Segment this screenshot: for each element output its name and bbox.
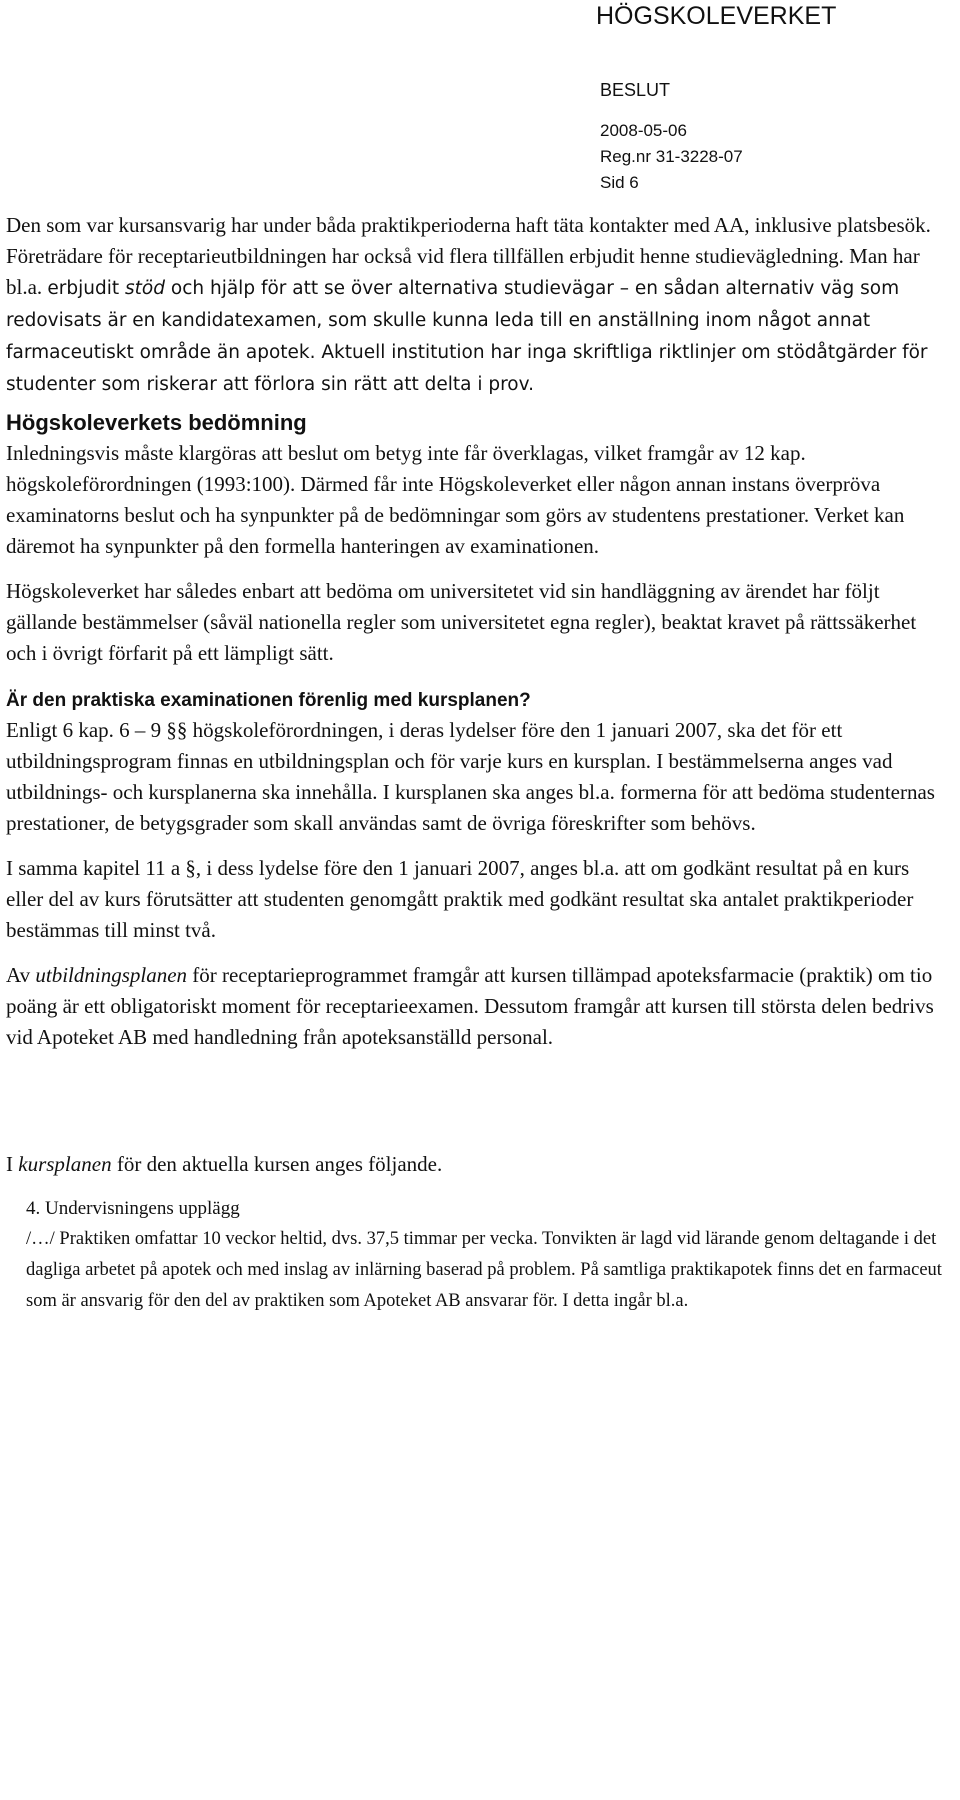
kursplan-quote xyxy=(26,1194,946,1317)
quote-body: /…/ Praktiken omfattar 10 veckor heltid, dvs. 37,5 timmar per vecka. Tonvikten är lagd vid lärande genom deltagande i det dagliga arbetet på apotek och med inslag av inlärning baserad på problem. På samtliga praktikapotek finns det en farmaceut som är ansvarig för den del av praktiken som Apoteket AB ansvarar för. I detta ingår bl.a. xyxy=(26,1229,942,1311)
document-meta xyxy=(600,118,743,196)
document-date: 2008-05-06 xyxy=(600,121,687,140)
paragraph-utbildningsplanen xyxy=(6,960,946,1053)
paragraph-sealedes: Högskoleverket har således enbart att bedöma om universitetet vid sin handläggning av ärendet har följt gällande bestämmelser (såväl nationella regler som universitetet egna regler), beaktat kravet på rättssäkerhet och i övrigt förfarit på ett lämpligt sätt. xyxy=(6,579,917,665)
paragraph-samma-kapitel: I samma kapitel 11 a §, i dess lydelse före den 1 januari 2007, anges bl.a. att om godkänt resultat på en kurs eller del av kurs förutsätter att studenten genomgått praktik med godkänt resultat ska antalet praktikperioder bestämmas till minst två. xyxy=(6,856,914,942)
paragraph-support-sans xyxy=(6,278,928,395)
paragraph-support-sans-b: och hjälp för att se över alternativa studievägar – en sådan alternativ väg som redovisats är en kandidatexamen, som skulle kunna leda till en anställning inom något annat farmaceutiskt område än apotek. Aktuell institution har inga skriftliga riktlinjer om stödåtgärder för studenter som riskerar att förlora sin rätt att delta i prov. xyxy=(6,278,928,395)
document-body xyxy=(6,210,946,1317)
paragraph-enligt: Enligt 6 kap. 6 – 9 §§ högskoleförordningen, i deras lydelser före den 1 januari 2007, ska det för ett utbildningsprogram finnas en utbildningsplan och för varje kurs en kursplan. I bestämmelserna anges vad utbildnings- och kursplanerna ska innehålla. I kursplanen ska anges bl.a. formerna för att bedöma studenternas prestationer, de betygsgrader som skall användas samt de övriga föreskrifter som behövs. xyxy=(6,718,935,835)
paragraph-support-serif: Den som var kursansvarig har under båda praktikperioderna haft täta kontakter med AA, inklusive platsbesök. Företrädare för receptarieutbildningen har också vid flera tillfällen erbjudit henne studievägledning. Man har bl.a. xyxy=(6,213,931,299)
paragraph-kursplanen-b: för den aktuella kursen anges följande. xyxy=(111,1152,443,1176)
document-type: BESLUT xyxy=(600,80,671,100)
paragraph-kursplanen xyxy=(6,1149,946,1180)
quote-heading: 4. Undervisningens upplägg xyxy=(26,1198,240,1219)
paragraph-support-sans-a: erbjudit xyxy=(47,278,126,299)
paragraph-utbildningsplanen-b: för receptarieprogrammet framgår att kursen tillämpad apoteksfarmacie (praktik) om tio poäng är ett obligatoriskt moment för receptarieexamen. Dessutom framgår att kursen till största delen bedrivs vid Apoteket AB med handledning från apoteksanställd personal. xyxy=(6,963,934,1049)
paragraph-kursplanen-a: I xyxy=(6,1152,19,1176)
emphasis-stod: stöd xyxy=(125,278,165,299)
emphasis-utbildningsplanen: utbildningsplanen xyxy=(35,963,188,987)
emphasis-kursplanen: kursplanen xyxy=(18,1152,112,1176)
section-heading-bedomning: Högskoleverkets bedömning xyxy=(6,410,307,435)
organization-name: HÖGSKOLEVERKET xyxy=(596,2,837,30)
paragraph-utbildningsplanen-a: Av xyxy=(6,963,36,987)
paragraph-support xyxy=(6,210,946,400)
paragraph-inledningsvis: Inledningsvis måste klargöras att beslut om betyg inte får överklagas, vilket framgår av 12 kap. högskoleförordningen (1993:100). Därmed får inte Högskoleverket eller någon annan instans överpröva examinatorns beslut och ha synpunkter på de bedömningar som görs av studentens prestationer. Verket kan däremot ha synpunkter på den formella hanteringen av examinationen. xyxy=(6,441,905,558)
page-number: Sid 6 xyxy=(600,173,639,192)
registration-number: Reg.nr 31-3228-07 xyxy=(600,147,743,166)
section-heading-question: Är den praktiska examinationen förenlig med kursplanen? xyxy=(6,690,531,711)
